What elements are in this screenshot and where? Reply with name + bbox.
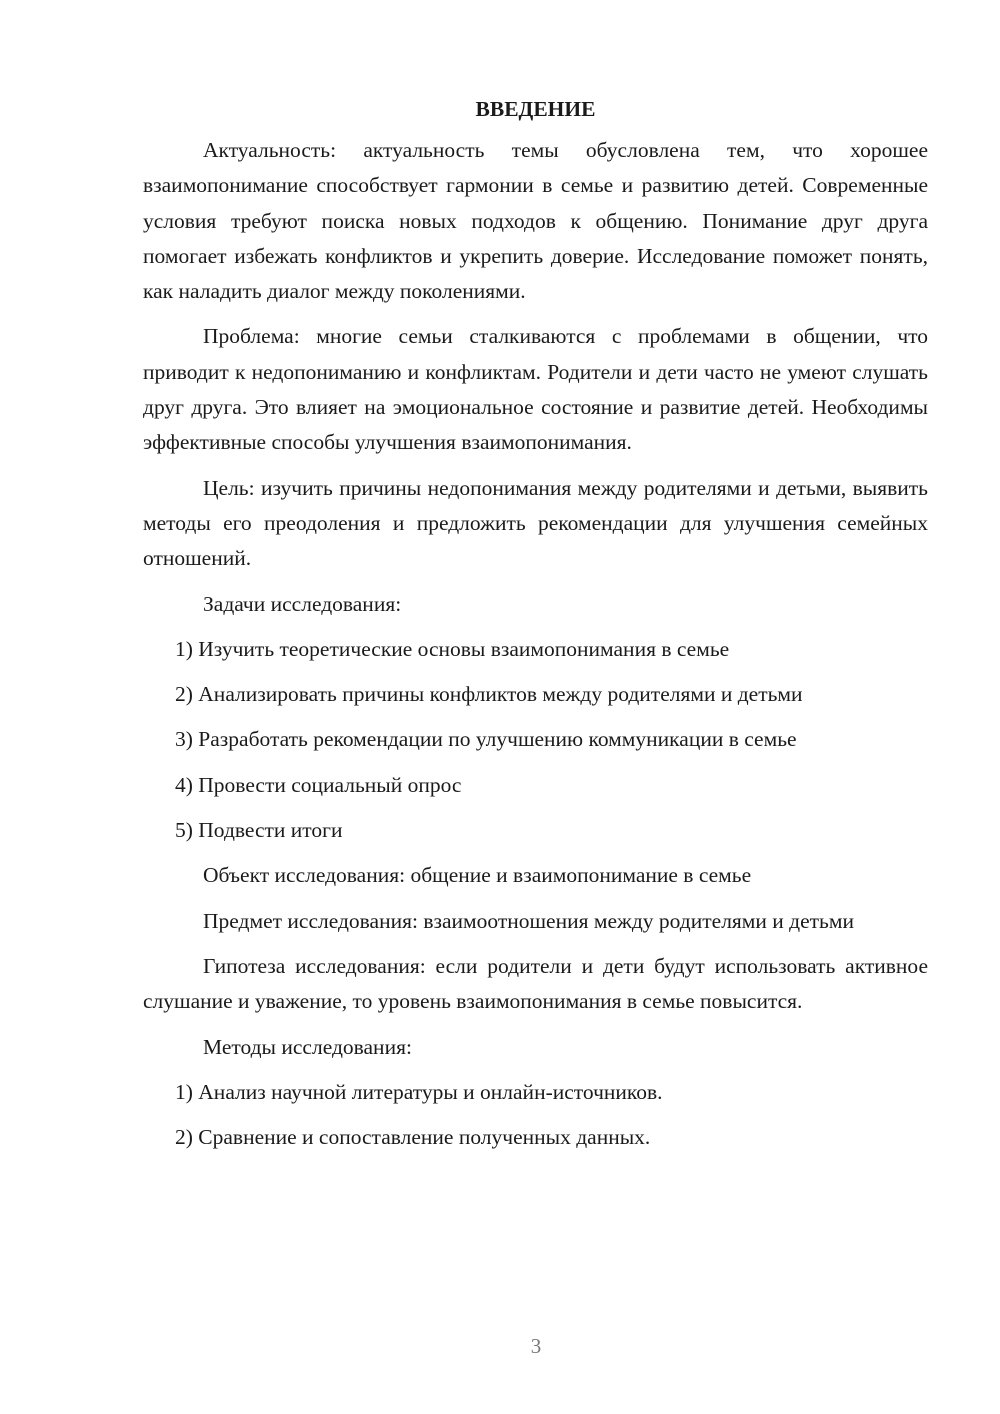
relevance-paragraph: Актуальность: актуальность темы обусловлена тем, что хорошее взаимопонимание способствует гармонии в семье и развитию детей. Современные условия требуют поиска новых подходов к общению. Понимание друг друга помогает избежать конфликтов и укрепить доверие. Исследование поможет понять, как наладить диалог между поколениями. — [143, 138, 928, 304]
list-item: 1) Изучить теоретические основы взаимопонимания в семье — [175, 636, 730, 661]
methods-heading: Методы исследования: — [203, 1034, 412, 1059]
page-title: ВВЕДЕНИЕ — [475, 97, 596, 121]
list-item: 4) Провести социальный опрос — [175, 772, 462, 797]
page-number: 3 — [530, 1334, 542, 1358]
list-item: 3) Разработать рекомендации по улучшению коммуникации в семье — [175, 727, 797, 752]
list-item: 1) Анализ научной литературы и онлайн-источников. — [175, 1079, 663, 1104]
tasks-heading: Задачи исследования: — [203, 591, 402, 616]
list-item: 2) Анализировать причины конфликтов между родителями и детьми — [175, 682, 803, 707]
list-item: 2) Сравнение и сопоставление полученных данных. — [175, 1125, 651, 1150]
goal-paragraph: Цель: изучить причины недопонимания между родителями и детьми, выявить методы его преодоления и предложить рекомендации для улучшения семейных отношений. — [143, 475, 928, 571]
tasks-list — [143, 632, 928, 848]
methods-list — [143, 1075, 928, 1156]
subject-paragraph: Предмет исследования: взаимоотношения между родителями и детьми — [203, 908, 854, 933]
hypothesis-paragraph: Гипотеза исследования: если родители и дети будут использовать активное слушание и уважение, то уровень взаимопонимания в семье повысится. — [143, 953, 928, 1014]
page-content — [143, 92, 928, 1165]
list-item: 5) Подвести итоги — [175, 818, 343, 843]
problem-paragraph: Проблема: многие семьи сталкиваются с проблемами в общении, что приводит к недопониманию и конфликтам. Родители и дети часто не умеют слушать друг друга. Это влияет на эмоциональное состояние и развитие детей. Необходимы эффективные способы улучшения взаимопонимания. — [143, 324, 928, 455]
object-paragraph: Объект исследования: общение и взаимопонимание в семье — [203, 863, 752, 888]
